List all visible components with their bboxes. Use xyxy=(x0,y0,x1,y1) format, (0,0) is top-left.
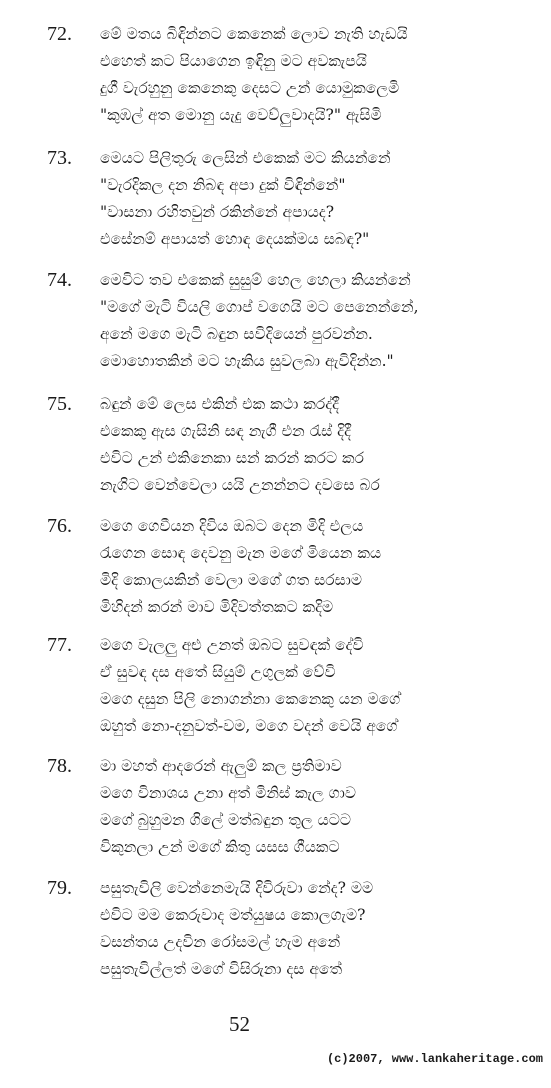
stanza-number: 74. xyxy=(47,269,72,291)
stanza-number: 75. xyxy=(47,393,72,415)
verse-line: අනේ මගෙ මැටි බඳුන සවිදියෙන් පුරවන්න. xyxy=(100,325,373,343)
verse-line: මෙයට පිලිතුරු ලෙසින් එකෙක් මට කියන්නේ xyxy=(100,149,391,167)
verse-line: එවිට මම කෙරුවාද මත්යුෂය කොලගැම? xyxy=(100,906,366,924)
stanza-lines xyxy=(100,876,540,984)
verse-line: එකෙකු ඇස ගැසිනි සඳ නැගී එන රැස් දිදී xyxy=(100,422,351,440)
copyright-notice: (c)2007, www.lankaheritage.com xyxy=(326,1052,543,1066)
verse-line: විකුනලා උන් මගේ කිතු යසස ගීයකට xyxy=(100,838,340,856)
stanza-number: 73. xyxy=(47,147,72,169)
verse-line: රැගෙන සොඳ දෙවනු මැන මගේ මියෙන කය xyxy=(100,544,382,562)
verse-line: නැගිට වෙන්වෙලා යයි උනන්නට දවසෙ බර xyxy=(100,476,380,494)
verse-line: මගේ බුහුමන ගිලේ මත්බඳුන තුල යටට xyxy=(100,811,352,829)
verse-line: වසන්තය උදවින රෝසමල් හැම අනේ xyxy=(100,933,341,951)
verse-line: මගෙ ගෙවීයන දිවිය ඔබට දෙන මිදි එලය xyxy=(100,517,364,535)
verse-line: මා මහත් ආදරෙන් ඇලුම් කල ප්‍රතිමාව xyxy=(100,757,342,775)
stanza-number: 79. xyxy=(47,877,72,899)
stanza-lines xyxy=(100,514,540,622)
stanza-lines xyxy=(100,754,540,862)
verse-line: බඳුන් මේ ලෙස එකින් එක කථා කරද්දී xyxy=(100,395,339,413)
stanza-lines xyxy=(100,633,540,741)
verse-line: පසුතැවිලි වෙන්නෙමැයි දිවිරුවා නේද? මම xyxy=(100,879,374,897)
verse-line: මගෙ වැලලු අළු උනත් ඔබට සුවඳක් දේවි xyxy=(100,636,364,654)
stanza-number: 72. xyxy=(47,23,72,45)
stanza-lines xyxy=(100,268,540,376)
verse-line: මිහිදන් කරන් මාව මිදිවත්තකට කදිම xyxy=(100,598,334,616)
verse-line: පසුතැවිල්ලත් මගේ විසිරුනා දස අතේ xyxy=(100,960,343,978)
verse-line: "වාසනා රහිතවුන් රකින්නේ අපායද? xyxy=(100,203,335,221)
verse-line: "මගේ මැටි වියලි ගොප් වගෙයි මට පෙනෙන්නේ, xyxy=(100,298,419,316)
verse-line: එහෙත් කට පියාගෙන ඉඳිනු මට අවකැපයි xyxy=(100,52,367,70)
verse-line: දුගී වැරහුනු කෙනෙකු දෙසට උන් යොමුකලෙමි xyxy=(100,79,400,97)
stanza-lines xyxy=(100,22,540,130)
stanza-number: 78. xyxy=(47,755,72,777)
verse-line: මේ මතය බිඳින්නට කෙනෙක් ලොව නැති හැඩයි xyxy=(100,25,408,43)
stanza-number: 76. xyxy=(47,515,72,537)
verse-line: එසේනම් අපායත් හොඳ දෙයක්මය සබඳ?" xyxy=(100,230,370,248)
verse-line: "වැරදිකල දන නිබඳ අපා දුක් විඳින්නේ" xyxy=(100,176,346,194)
verse-line: මගෙ විනාශය උනා අත් මිනිස් කැල ගාව xyxy=(100,784,356,802)
verse-line: මොහොතකින් මට හැකිය සුවලබා ඇවිදින්න." xyxy=(100,352,394,370)
verse-line: මගෙ දසුන පිලි නොගන්නා කෙනෙකු යන මගේ xyxy=(100,690,401,708)
page-number: 52 xyxy=(229,1012,250,1036)
stanza-number: 77. xyxy=(47,634,72,656)
verse-line: මිදි කොලයකින් වෙලා මගේ ගත සරසාම xyxy=(100,571,363,589)
verse-line: මෙවිට තව එකෙක් සුසුම් හෙල හෙලා කියන්නේ xyxy=(100,271,411,289)
verse-line: එවිට උන් එකිනෙකා සන් කරන් කරට කර xyxy=(100,449,364,467)
verse-line: "කුඹල් අත මොනු යැදු වෙව්ලුවාදයි?" ඇසිමි xyxy=(100,106,382,124)
stanza-lines xyxy=(100,146,540,254)
verse-line: ඔහුත් නො-දනුවත්-වම, මගෙ වදන් වෙයි අගේ xyxy=(100,717,398,735)
verse-line: ඒ සුවඳ දස අතේ සියුම් උගුලක් වේවි xyxy=(100,663,336,681)
stanza-lines xyxy=(100,392,540,500)
